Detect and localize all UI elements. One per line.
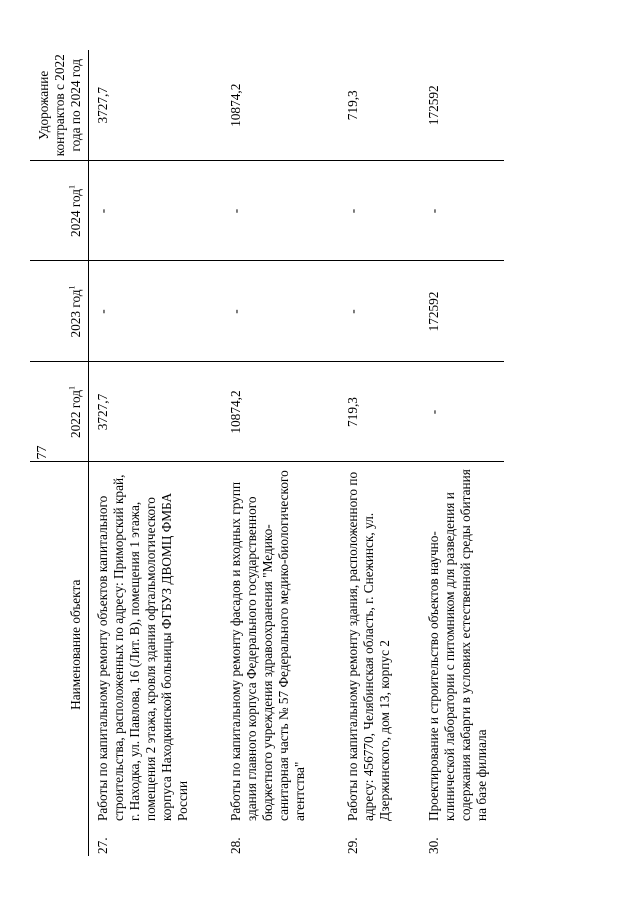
row-number: 29. xyxy=(344,837,360,854)
row-number: 28. xyxy=(227,837,243,854)
header-2022-label: 2022 год xyxy=(67,389,83,439)
table-header-row xyxy=(30,50,88,856)
header-2022 xyxy=(30,362,88,462)
value-2023: - xyxy=(88,261,222,362)
header-2023-label: 2023 год xyxy=(67,289,83,338)
value-2024: - xyxy=(339,161,420,261)
value-2024: - xyxy=(222,161,339,261)
header-increase: Удорожание контрактов с 2022 года по 2024 год xyxy=(30,50,88,161)
table-row xyxy=(88,50,222,856)
value-2022: 10874,2 xyxy=(222,362,339,462)
object-name: Работы по капитальному ремонту объектов капитального строительства, расположенных по адресу: Приморский край, г. Находка, ул. Павлова, 16 (Лит. В), помещения 1 этажа, помещения 2 этажа, кровля здания офтальмологического корпуса Находкинской больницы ФГБУЗ ДВОМЦ ФМБА России xyxy=(94,474,190,821)
row-number: 27. xyxy=(94,837,110,854)
table-row xyxy=(222,50,339,856)
footnote-mark: 1 xyxy=(67,385,77,390)
value-2022: 719,3 xyxy=(339,362,420,462)
header-2024-label: 2024 год xyxy=(67,188,83,238)
value-2024: - xyxy=(88,161,222,261)
value-increase: 10874,2 xyxy=(222,50,339,161)
header-2023 xyxy=(30,261,88,362)
object-name: Работы по капитальному ремонту фасадов и входных групп здания главного корпуса Федерального государственного бюджетного учреждения здравоохранения "Медико-санитарная часть № 57 Федерального медико-биологического агентства" xyxy=(227,470,307,821)
value-increase: 172592 xyxy=(420,50,504,161)
object-name: Проектирование и строительство объектов научно-клинической лаборатории с питомником для разведения и содержания кабарги в условиях естественной среды обитания на базе филиала xyxy=(425,469,489,821)
footnote-mark: 1 xyxy=(67,184,77,189)
footnote-mark: 1 xyxy=(67,285,77,290)
object-name: Работы по капитальному ремонту здания, расположенного по адресу: 456770, Челябинская область, г. Снежинск, ул. Дзержинского, дом 13, корпус 2 xyxy=(344,471,392,821)
row-number: 30. xyxy=(425,837,441,854)
value-increase: 719,3 xyxy=(339,50,420,161)
header-name: Наименование объекта xyxy=(30,462,88,827)
value-2023: - xyxy=(222,261,339,362)
value-increase: 3727,7 xyxy=(88,50,222,161)
value-2024: - xyxy=(420,161,504,261)
objects-table xyxy=(30,50,504,856)
table-row xyxy=(420,50,504,856)
header-2024 xyxy=(30,161,88,261)
table-row xyxy=(339,50,420,856)
value-2023: - xyxy=(339,261,420,362)
value-2023: 172592 xyxy=(420,261,504,362)
header-num xyxy=(30,827,88,856)
page-number: 77 xyxy=(35,445,50,460)
value-2022: 3727,7 xyxy=(88,362,222,462)
value-2022: - xyxy=(420,362,504,462)
